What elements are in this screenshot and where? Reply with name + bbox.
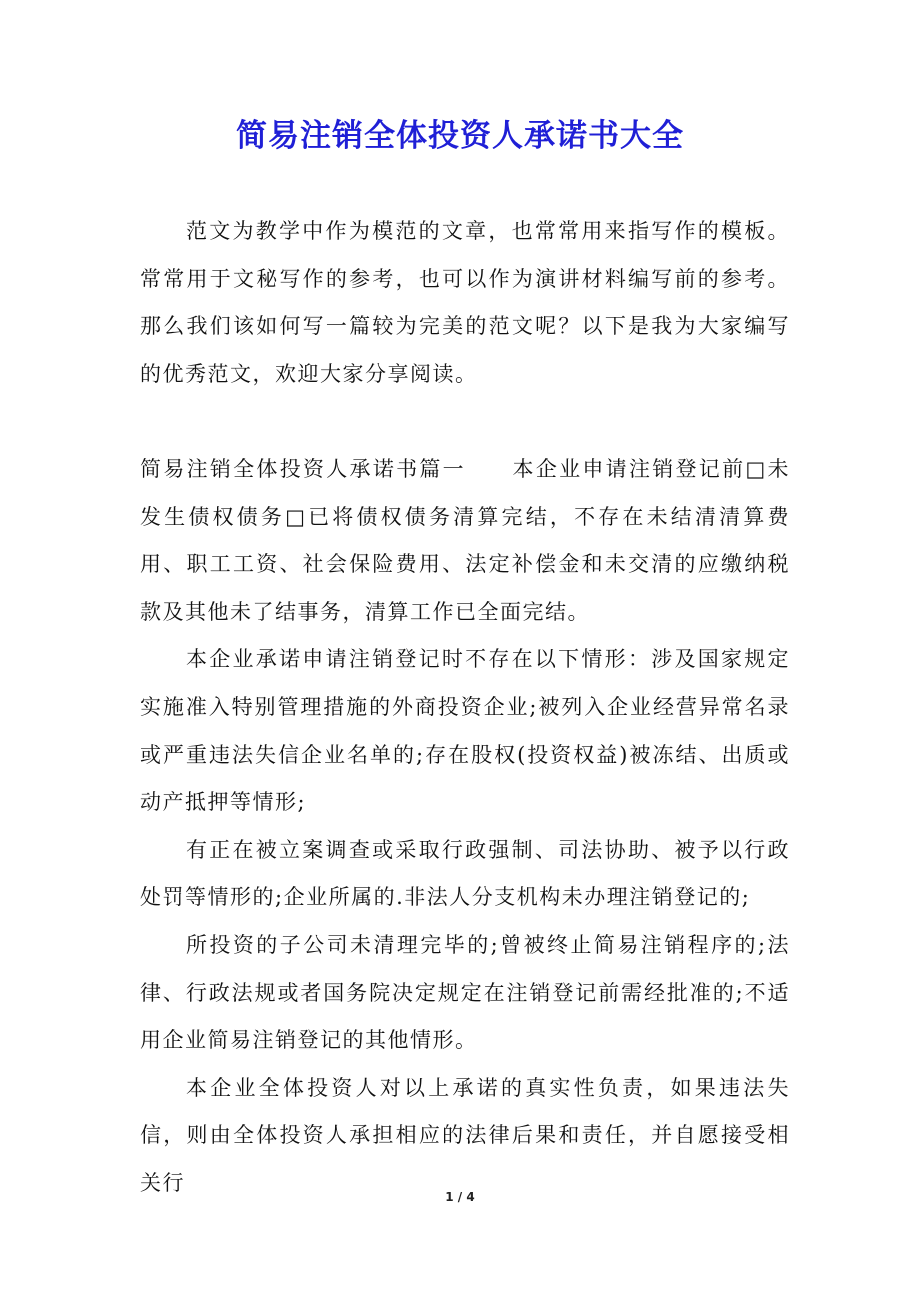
paragraph-subsidiaries: 所投资的子公司未清理完毕的;曾被终止简易注销程序的;法律、行政法规或者国务院决定规定在注销登记前需经批准的;不适用企业简易注销登记的其他情形。 (140, 932, 790, 1053)
paragraph-responsibility: 本企业全体投资人对以上承诺的真实性负责，如果违法失信，则由全体投资人承担相应的法律后果和责任，并自愿接受相关行 (140, 1075, 790, 1195)
document-body (140, 208, 790, 1207)
paragraph-gap (140, 398, 790, 446)
page-indicator: 1 / 4 (445, 1190, 475, 1204)
paragraph-investigation: 有正在被立案调查或采取行政强制、司法协助、被予以行政处罚等情形的;企业所属的.非法人分支机构未办理注销登记的; (140, 837, 790, 910)
paragraph-section-one: 简易注销全体投资人承诺书篇一 本企业申请注销登记前□未发生债权债务□已将债权债务清算完结，不存在未结清清算费用、职工工资、社会保险费用、法定补偿金和未交清的应缴纳税款及其他未了结事务，清算工作已全面完结。 (140, 456, 790, 624)
document-title: 简易注销全体投资人承诺书大全 (236, 118, 684, 154)
paragraph-conditions: 本企业承诺申请注销登记时不存在以下情形：涉及国家规定实施准入特别管理措施的外商投资企业;被列入企业经营异常名录或严重违法失信企业名单的;存在股权(投资权益)被冻结、出质或动产抵押等情形; (140, 647, 790, 815)
paragraph-intro: 范文为教学中作为模范的文章，也常常用来指写作的模板。常常用于文秘写作的参考，也可以作为演讲材料编写前的参考。那么我们该如何写一篇较为完美的范文呢？以下是我为大家编写的优秀范文，欢迎大家分享阅读。 (140, 219, 790, 386)
